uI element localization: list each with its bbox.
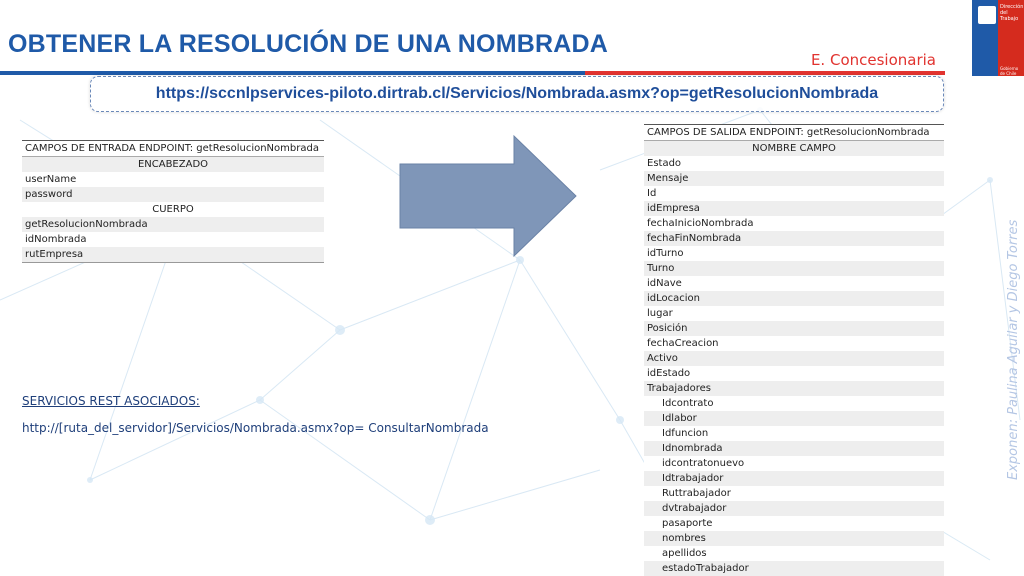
output-table-title: CAMPOS DE SALIDA ENDPOINT: getResolucionNombrada xyxy=(644,125,944,141)
table-subrow: Idfuncion xyxy=(644,426,944,441)
table-row: Posición xyxy=(644,321,944,336)
table-row: userName xyxy=(22,172,324,187)
table-row: Activo xyxy=(644,351,944,366)
table-subrow: Idcontrato xyxy=(644,396,944,411)
title-rule-blue xyxy=(0,71,585,75)
table-row: idLocacion xyxy=(644,291,944,306)
table-row: password xyxy=(22,187,324,202)
table-row: Turno xyxy=(644,261,944,276)
endpoint-url[interactable]: https://sccnlpservices-piloto.dirtrab.cl/Servicios/Nombrada.asmx?op=getResolucionNombrada xyxy=(155,85,879,102)
logo-text: Dirección del Trabajo xyxy=(1000,4,1024,22)
institution-logo xyxy=(972,0,1024,76)
subtitle: E. Concesionaria xyxy=(810,51,936,69)
table-row: Id xyxy=(644,186,944,201)
table-row: Trabajadores xyxy=(644,381,944,396)
input-table-title: CAMPOS DE ENTRADA ENDPOINT: getResolucionNombrada xyxy=(22,141,324,157)
table-subrow: Idlabor xyxy=(644,411,944,426)
crest-icon xyxy=(978,6,996,24)
table-subrow: dvtrabajador xyxy=(644,501,944,516)
section-body-label: CUERPO xyxy=(22,202,324,217)
table-row: idNombrada xyxy=(22,232,324,247)
table-subrow: apellidos xyxy=(644,546,944,561)
table-row: fechaCreacion xyxy=(644,336,944,351)
presenters-credit: Exponen: Paulina Aguilar y Diego Torres xyxy=(1006,219,1021,481)
table-row: fechaInicioNombrada xyxy=(644,216,944,231)
table-row: idNave xyxy=(644,276,944,291)
table-subrow: idcontratonuevo xyxy=(644,456,944,471)
table-row: fechaFinNombrada xyxy=(644,231,944,246)
table-subrow: pasaporte xyxy=(644,516,944,531)
endpoint-url-box xyxy=(90,76,944,112)
table-subrow: Idtrabajador xyxy=(644,471,944,486)
table-subrow: Idnombrada xyxy=(644,441,944,456)
column-header: NOMBRE CAMPO xyxy=(644,141,944,157)
table-row: idEstado xyxy=(644,366,944,381)
logo-subtext: Gobierno de Chile xyxy=(1000,66,1019,76)
table-subrow: nombres xyxy=(644,531,944,546)
table-subrow: Ruttrabajador xyxy=(644,486,944,501)
rest-service-link[interactable]: http://[ruta_del_servidor]/Servicios/Nombrada.asmx?op= ConsultarNombrada xyxy=(22,421,489,435)
input-fields-table xyxy=(22,140,324,263)
right-arrow-icon xyxy=(398,134,578,258)
page-title: OBTENER LA RESOLUCIÓN DE UNA NOMBRADA xyxy=(8,30,608,58)
table-row: Estado xyxy=(644,156,944,171)
output-fields-table xyxy=(644,124,944,576)
table-row: Mensaje xyxy=(644,171,944,186)
table-row: idTurno xyxy=(644,246,944,261)
table-row: getResolucionNombrada xyxy=(22,217,324,232)
table-row: lugar xyxy=(644,306,944,321)
table-row: idEmpresa xyxy=(644,201,944,216)
table-row: rutEmpresa xyxy=(22,247,324,263)
rest-services-heading: SERVICIOS REST ASOCIADOS: xyxy=(22,394,200,408)
table-subrow: estadoTrabajador xyxy=(644,561,944,576)
section-header-label: ENCABEZADO xyxy=(22,157,324,173)
title-rule-red xyxy=(585,71,945,75)
